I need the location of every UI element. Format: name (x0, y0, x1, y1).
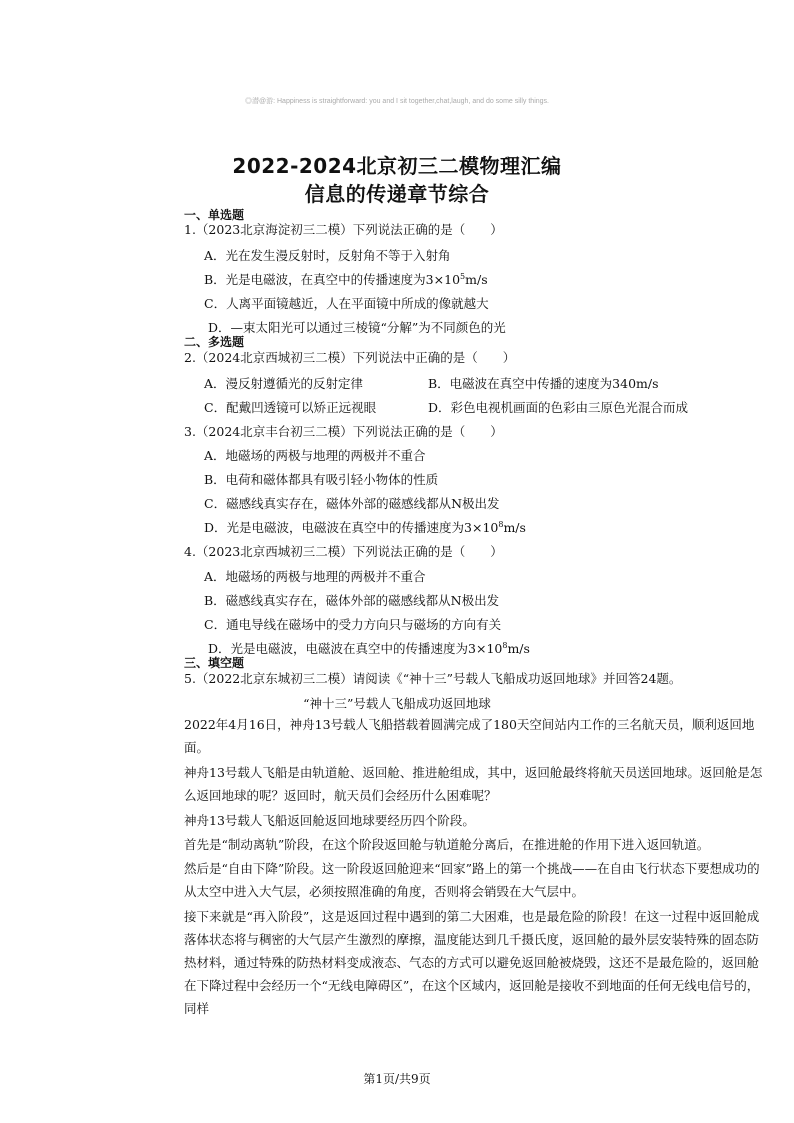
question-1-stem: 1.（2023北京海淀初三二模）下列说法正确的是（ ） (184, 222, 503, 237)
question-3-option-c: C．磁感线真实存在，磁体外部的磁感线都从N极出发 (204, 496, 500, 511)
question-4-option-b: B．磁感线真实存在，磁体外部的磁感线都从N极出发 (204, 593, 500, 608)
page-subtitle: 信息的传递章节综合 (304, 182, 490, 206)
question-2-option-a: A．漫反射遵循光的反射定律 (204, 376, 364, 391)
question-3-option-a: A．地磁场的两极与地理的两极并不重合 (204, 448, 426, 463)
section-multi-choice: 二、多选题 (184, 335, 245, 349)
article-paragraph: 然后是“自由下降”阶段。这一阶段返回舱迎来“回家”路上的第一个挑战——在自由飞行状态下要想成功的从太空中进入大气层，必须按照准确的角度，否则将会销毁在大气层中。 (184, 861, 760, 899)
question-4-option-a: A．地磁场的两极与地理的两极并不重合 (204, 569, 426, 584)
question-2-option-b: B．电磁波在真空中传播的速度为340m/s (428, 376, 659, 391)
article-paragraph: 神舟13号载人飞船是由轨道舱、返回舱、推进舱组成，其中，返回舱最终将航天员送回地球。返回舱是怎么返回地球的呢？返回时，航天员们会经历什么困难呢？ (184, 765, 763, 803)
section-fill-in: 三、填空题 (184, 656, 245, 670)
article-paragraph: 神舟13号载人飞船返回舱返回地球要经历四个阶段。 (184, 813, 475, 828)
page-number: 第1页/共9页 (363, 1072, 431, 1086)
question-4-option-c: C．通电导线在磁场中的受力方向只与磁场的方向有关 (204, 617, 502, 632)
question-2-option-d: D．彩色电视机画面的色彩由三原色光混合而成 (428, 400, 689, 415)
question-5-stem: 5.（2022北京东城初三二模）请阅读《“神十三”号载人飞船成功返回地球》并回答24题。 (184, 671, 682, 686)
question-3-option-b: B．电荷和磁体都具有吸引轻小物体的性质 (204, 472, 439, 487)
question-4-stem: 4.（2023北京西城初三二模）下列说法正确的是（ ） (184, 544, 503, 559)
article-paragraph: 首先是“制动离轨”阶段，在这个阶段返回舱与轨道舱分离后，在推进舱的作用下进入返回轨道。 (184, 837, 710, 852)
question-1-option-b: B．光是电磁波，在真空中的传播速度为$3\times 10^5m/s$ (204, 271, 488, 287)
question-2-option-c: C．配戴凹透镜可以矫正远视眼 (204, 400, 377, 415)
article-title: “神十三”号载人飞船成功返回地球 (303, 696, 491, 711)
question-1-option-d: D．—束太阳光可以通过三棱镜“分解”为不同颜色的光 (208, 320, 506, 335)
question-1-option-a: A．光在发生漫反射时，反射角不等于入射角 (204, 248, 451, 263)
question-3-option-d: D．光是电磁波，电磁波在真空中的传播速度为$3\times 10^8m/s$ (204, 519, 526, 535)
article-paragraph: 2022年4月16日，神舟13号载人飞船搭载着圆满完成了180天空间站内工作的三名航天员，顺利返回地面。 (184, 717, 755, 755)
article-paragraph: 接下来就是“再入阶段”，这是返回过程中遇到的第二大困难，也是最危险的阶段！在这一过程中返回舱成落体状态将与稠密的大气层产生激烈的摩擦，温度能达到几千摄氏度，返回舱的最外层安装特殊的固态防热材料，通过特殊的防热材料变成液态、气态的方式可以避免返回舱被烧毁，这还不是最危险的，返回舱在下降过程中会经历一个“无线电障碍区”，在这个区域内，返回舱是接收不到地面的任何无线电信号的，同样 (184, 909, 760, 1016)
question-3-stem: 3.（2024北京丰台初三二模）下列说法正确的是（ ） (184, 424, 503, 439)
question-2-stem: 2.（2024北京西城初三二模）下列说法中正确的是（ ） (184, 350, 516, 365)
watermark: ◎潜@游: Happiness is straightforward: you and I sit together,chat,laugh, and do some silly things. (245, 98, 549, 105)
question-1-option-c: C．人离平面镜越近，人在平面镜中所成的像就越大 (204, 296, 489, 311)
section-single-choice: 一、单选题 (184, 208, 245, 222)
page-title: 2022-2024北京初三二模物理汇编 (232, 154, 562, 178)
question-4-option-d: D．光是电磁波，电磁波在真空中的传播速度为$3\times 10^8m/s$ (208, 640, 530, 656)
